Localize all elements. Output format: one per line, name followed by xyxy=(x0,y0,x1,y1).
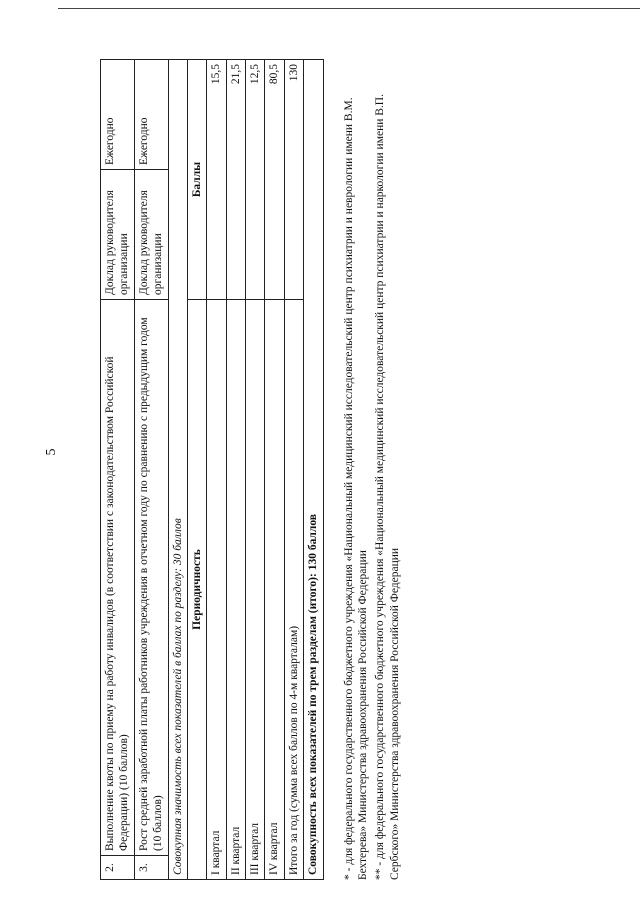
table-row xyxy=(207,60,226,880)
row-period: Ежегодно xyxy=(101,60,135,170)
footnotes xyxy=(342,60,404,880)
quarter-value: 15,5 xyxy=(207,60,226,300)
score-table xyxy=(187,59,324,880)
indicators-table xyxy=(100,59,188,880)
row-description: Рост средней заработной платы работников учреждения в отчетном году по сравнению с предыдущим годом (10 баллов) xyxy=(134,300,168,856)
header-periodicity: Периодичность xyxy=(187,300,206,880)
grand-total-row xyxy=(304,60,323,880)
row-period: Ежегодно xyxy=(134,60,168,170)
quarter-label: IV квартал xyxy=(265,300,284,880)
table-row xyxy=(226,60,245,880)
rotated-content xyxy=(100,60,405,880)
row-number: 3. xyxy=(134,856,168,880)
table-row xyxy=(246,60,265,880)
quarter-label: I квартал xyxy=(207,300,226,880)
top-border-line xyxy=(58,8,640,9)
table-row xyxy=(284,60,303,880)
page-number: 5 xyxy=(44,448,59,456)
table-row xyxy=(101,60,135,880)
table-row xyxy=(134,60,168,880)
row-source: Доклад руководителя организации xyxy=(134,170,168,300)
quarter-label: III квартал xyxy=(246,300,265,880)
header-points: Баллы xyxy=(187,60,206,300)
row-source: Доклад руководителя организации xyxy=(101,170,135,300)
quarter-value: 80,5 xyxy=(265,60,284,300)
footnote: * - для федерального государственного бюджетного учреждения «Национальный медицинский исследовательский центр психиатрии и неврологии имени В.М. Бехтерева» Министерства здравоохранения Российской Федерации xyxy=(342,97,370,880)
quarter-value: 21,5 xyxy=(226,60,245,300)
row-number: 2. xyxy=(101,856,135,880)
table-row xyxy=(265,60,284,880)
footnote: ** - для федерального государственного бюджетного учреждения «Национальный медицинский исследовательский центр психиатрии и наркологии имени В.П. Сербского» Министерства здравоохранения Российской Федерации xyxy=(374,94,402,880)
section-total-row xyxy=(168,60,187,880)
score-header-row xyxy=(187,60,206,880)
quarter-label: II квартал xyxy=(226,300,245,880)
grand-total: Совокупность всех показателей по трем разделам (итого): 130 баллов xyxy=(304,60,323,880)
section-total: Совокупная значимость всех показателей в баллах по разделу: 30 баллов xyxy=(168,60,187,880)
year-total-value: 130 xyxy=(284,60,303,300)
row-description: Выполнение квоты по приему на работу инвалидов (в соответствии с законодательством Российской Федерации) (10 баллов) xyxy=(101,300,135,856)
quarter-value: 12,5 xyxy=(246,60,265,300)
year-total-label: Итого за год (сумма всех баллов по 4-м кварталам) xyxy=(284,300,303,880)
